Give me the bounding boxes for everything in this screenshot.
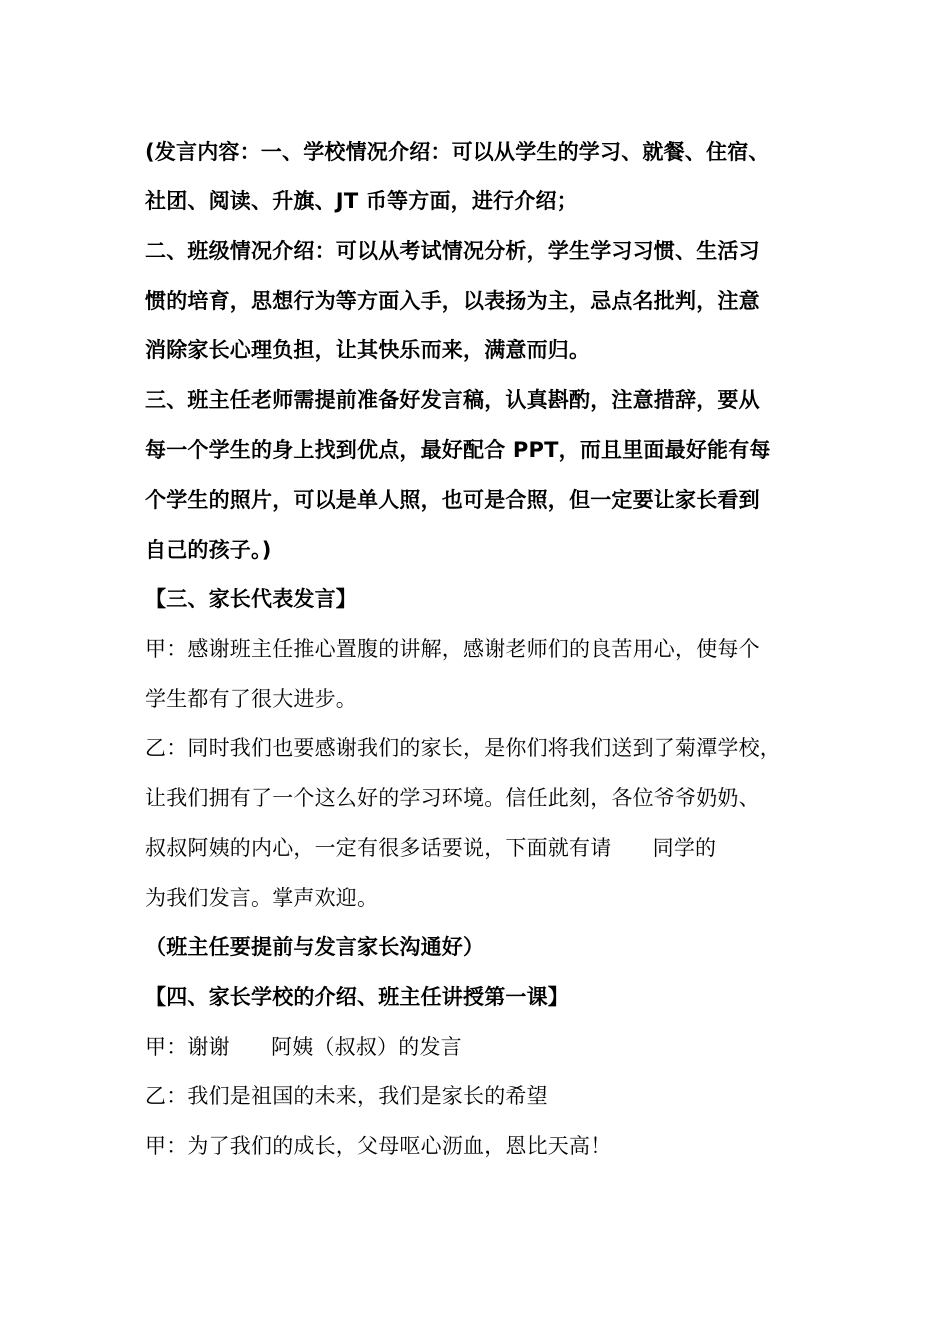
- text-line: （班主任要提前与发言家长沟通好）: [145, 935, 485, 959]
- text-line: 乙：同时我们也要感谢我们的家长，是你们将我们送到了菊潭学校，: [145, 736, 781, 760]
- text-line: 甲：谢谢 阿姨（叔叔）的发言: [145, 1035, 462, 1059]
- text-line: 个学生的照片，可以是单人照，也可是合照，但一定要让家长看到: [145, 488, 760, 512]
- text-line: 让我们拥有了一个这么好的学习环境。信任此刻，各位爷爷奶奶、: [145, 786, 760, 810]
- section-heading: 【四、家长学校的介绍、班主任讲授第一课】: [145, 985, 569, 1009]
- text-line: 二、班级情况介绍：可以从考试情况分析，学生学习习惯、生活习: [145, 239, 760, 263]
- text-line: 每一个学生的身上找到优点，最好配合 PPT，而且里面最好能有每: [145, 438, 771, 462]
- text-line: 叔叔阿姨的内心，一定有很多话要说，下面就有请 同学的: [145, 836, 717, 860]
- text-line: 甲：为了我们的成长，父母呕心沥血，恩比天高！: [145, 1134, 612, 1158]
- text-line: 惯的培育，思想行为等方面入手，以表扬为主，忌点名批判，注意: [145, 289, 760, 313]
- text-line: 乙：我们是祖国的未来，我们是家长的希望: [145, 1084, 548, 1108]
- text-line: 为我们发言。掌声欢迎。: [145, 886, 379, 910]
- text-line: 三、班主任老师需提前准备好发言稿，认真斟酌，注意措辞，要从: [145, 388, 760, 412]
- text-line: 学生都有了很大进步。: [145, 687, 357, 711]
- text-line: 消除家长心理负担，让其快乐而来，满意而归。: [145, 338, 591, 362]
- text-line: (发言内容：一、学校情况介绍：可以从学生的学习、就餐、住宿、: [145, 140, 770, 164]
- text-line: 社团、阅读、升旗、JT 币等方面，进行介绍；: [145, 189, 578, 213]
- text-line: 自己的孩子。): [145, 538, 272, 562]
- text-line: 甲：感谢班主任推心置腹的讲解，感谢老师们的良苦用心，使每个: [145, 637, 760, 661]
- section-heading: 【三、家长代表发言】: [145, 587, 357, 611]
